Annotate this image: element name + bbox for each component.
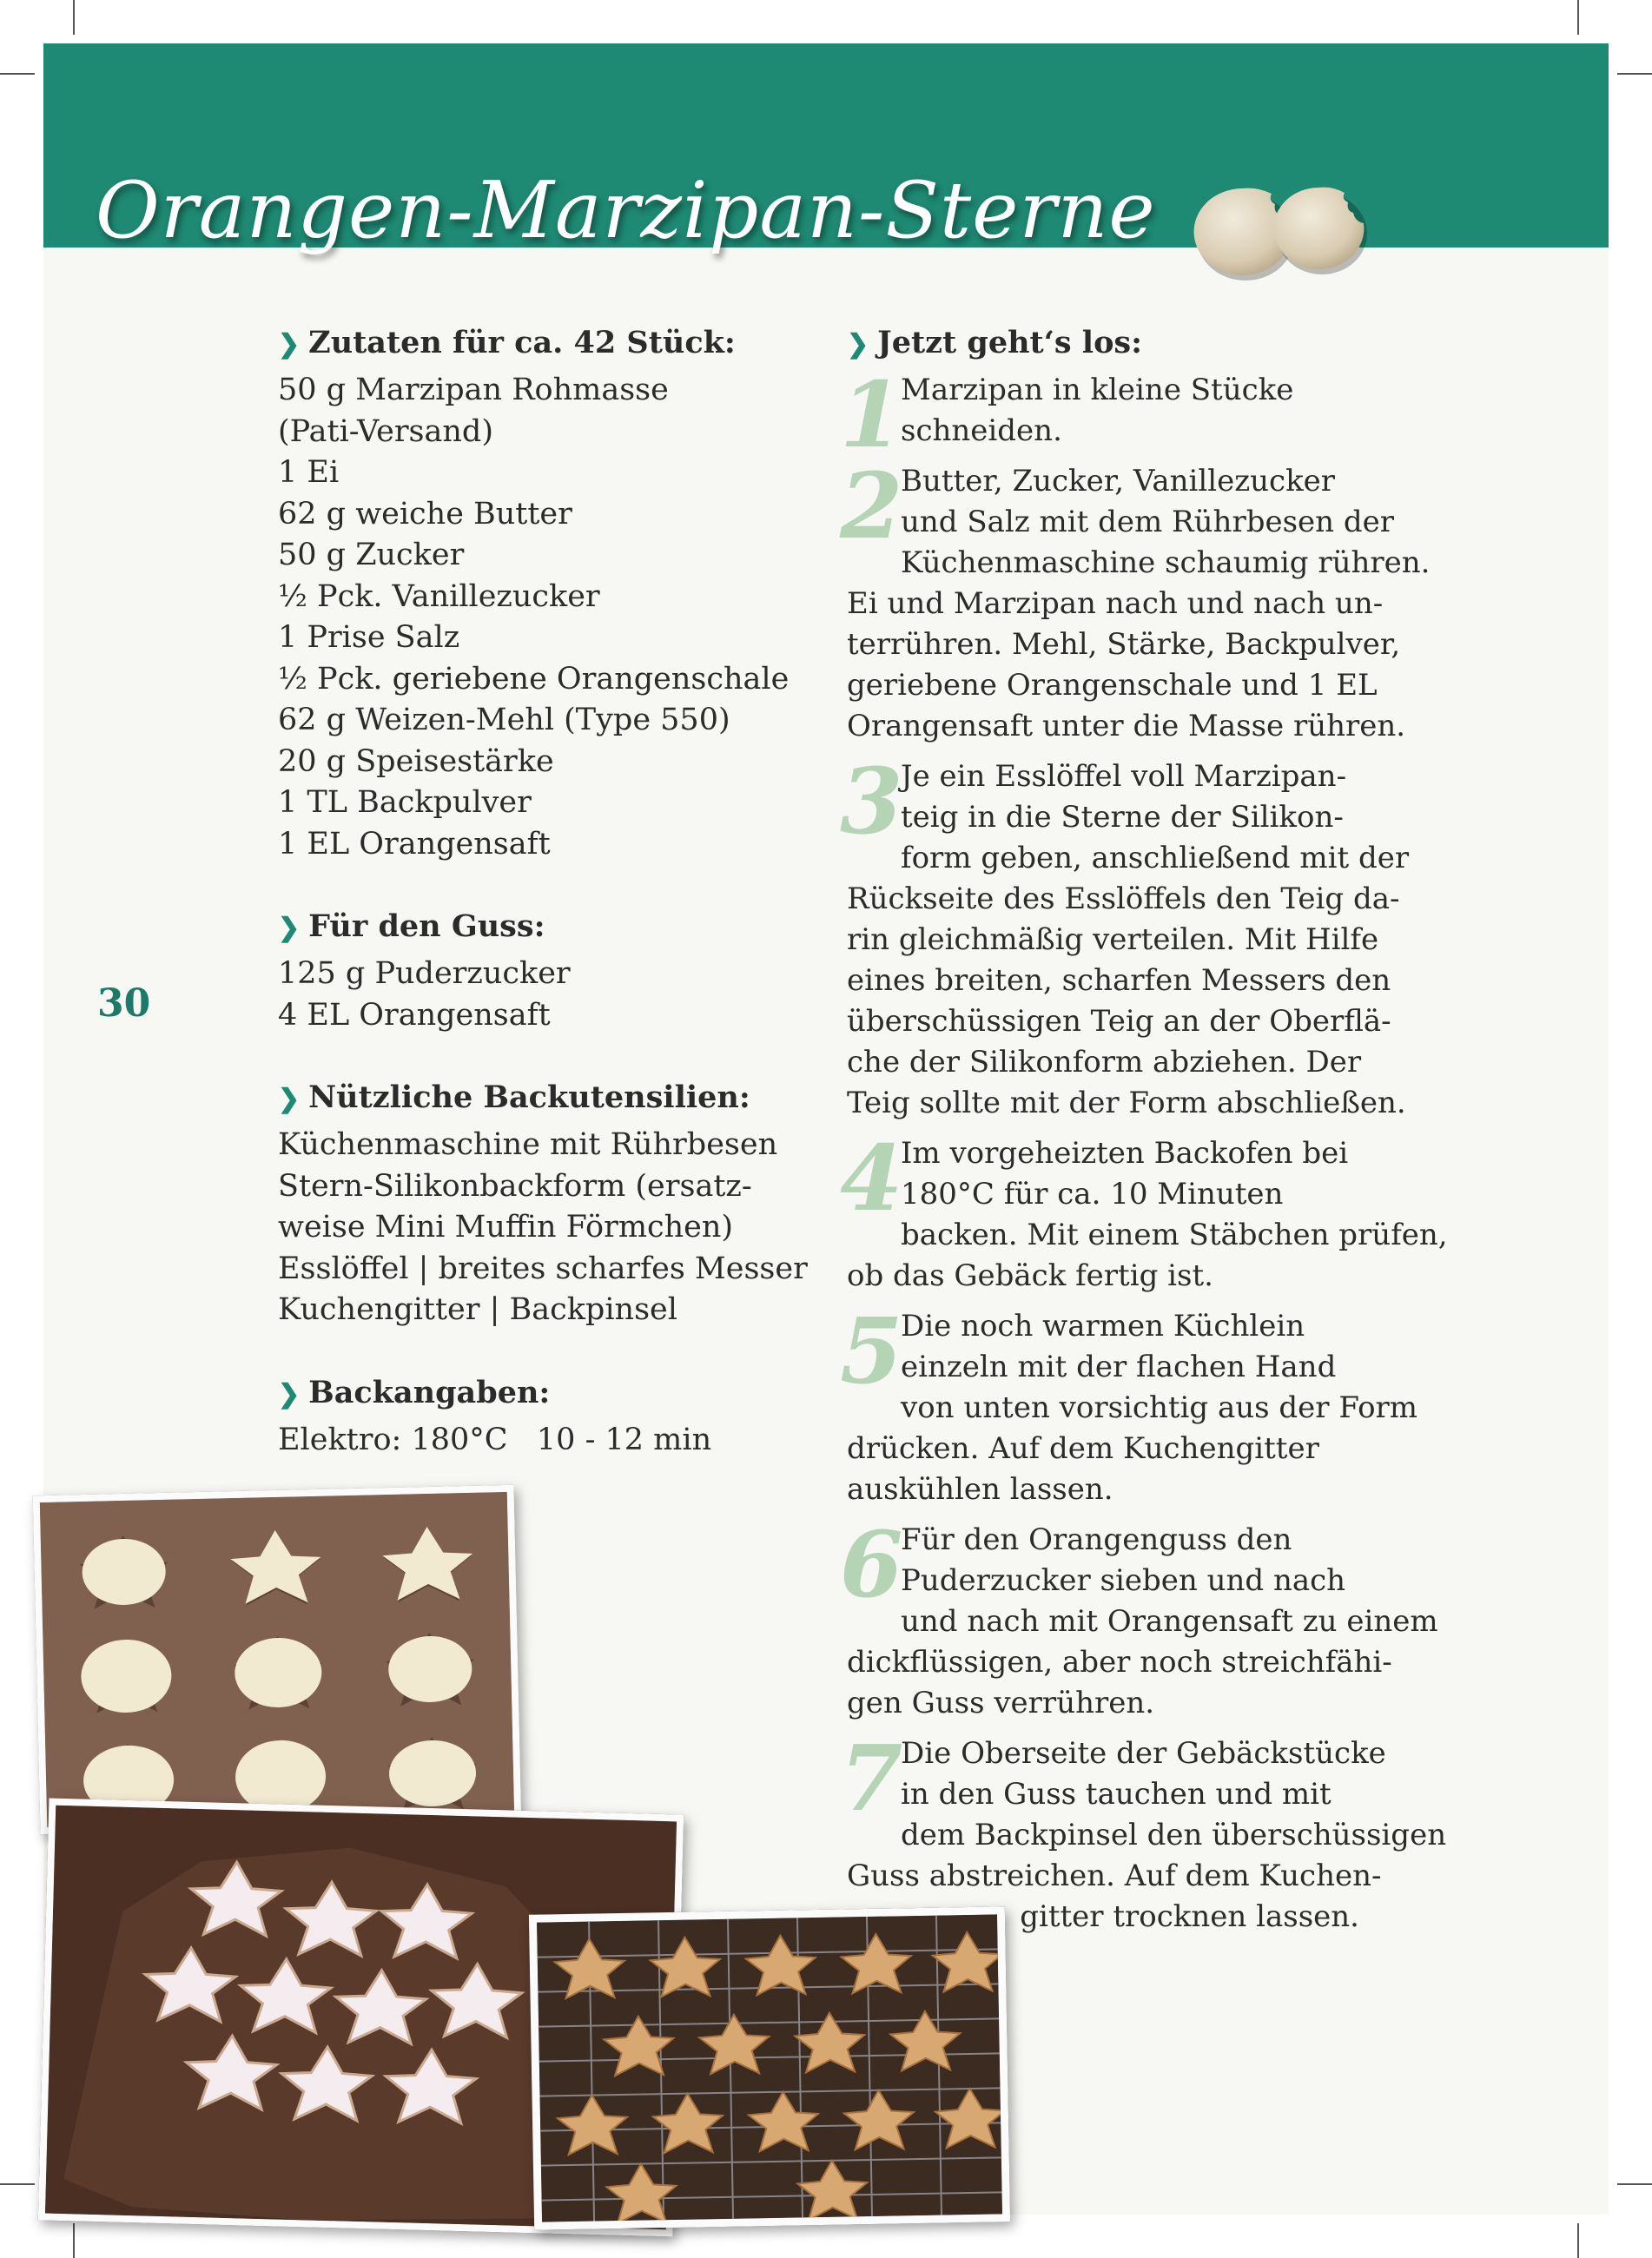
step-line: che der Silikonform abziehen. Der <box>847 1045 1362 1079</box>
step-text <box>847 1733 1447 1938</box>
step-line: form geben, anschließend mit der <box>901 841 1410 875</box>
tools-list <box>278 1125 808 1331</box>
step-line: terrühren. Mehl, Stärke, Backpulver, <box>847 627 1401 662</box>
crop-mark <box>1577 2223 1579 2258</box>
step-line: gitter trocknen lassen. <box>1020 1899 1359 1934</box>
step-number: 2 <box>840 452 903 559</box>
step-line: einzeln mit der flachen Hand <box>901 1350 1337 1384</box>
bullet-icon: ❯ <box>278 913 301 943</box>
step-number: 4 <box>840 1125 903 1231</box>
ingredient-item: 62 g Weizen-Mehl (Type 550) <box>278 703 730 737</box>
step-line: teig in die Sterne der Silikon- <box>901 800 1344 835</box>
step-number: 1 <box>840 361 903 468</box>
page-number: 30 <box>97 981 151 1026</box>
tool-item: weise Mini Muffin Förmchen) <box>278 1210 734 1245</box>
step-line: eines breiten, scharfen Messers den <box>847 963 1391 998</box>
ingredient-item: ½ Pck. geriebene Orangenschale <box>278 661 790 697</box>
step-line: dickflüssigen, aber noch streichfähi- <box>847 1645 1392 1680</box>
step-text <box>847 370 1385 452</box>
baking-heading <box>278 1373 799 1415</box>
glaze-list <box>278 954 799 1036</box>
step-6 <box>840 1511 1438 1724</box>
bullet-icon: ❯ <box>278 1378 301 1410</box>
recipe-title: Orangen-Marzipan-Sterne <box>96 165 1156 256</box>
steps-column <box>840 323 1448 1947</box>
step-number: 5 <box>840 1297 903 1404</box>
step-5 <box>840 1297 1418 1510</box>
step-line: Die noch warmen Küchlein <box>901 1309 1305 1344</box>
ingredient-item: 62 g weiche Butter <box>278 496 572 531</box>
ingredient-item: (Pati-Versand) <box>278 413 493 449</box>
tool-item: Esslöffel | breites scharfes Messer <box>278 1251 808 1286</box>
step-number: 6 <box>840 1511 903 1618</box>
tool-item: Küchenmaschine mit Rührbesen <box>278 1127 778 1162</box>
step-line: ob das Gebäck fertig ist. <box>847 1258 1213 1293</box>
step-text <box>847 1306 1418 1510</box>
step-line: rin gleichmäßig verteilen. Mit Hilfe <box>847 922 1379 957</box>
baking-heading-text: Backangaben: <box>308 1374 551 1410</box>
crop-mark <box>1617 73 1652 75</box>
ingredient-item: 1 EL Orangensaft <box>278 826 551 862</box>
ingredients-column <box>278 323 808 1461</box>
step-line: und Salz mit dem Rührbesen der <box>901 505 1394 539</box>
step-line: von unten vorsichtig aus der Form <box>901 1390 1418 1425</box>
step-line: backen. Mit einem Stäbchen prüfen, <box>901 1218 1448 1252</box>
bullet-icon: ❯ <box>278 1084 301 1114</box>
step-number: 7 <box>840 1725 903 1832</box>
step-line: Je ein Esslöffel voll Marzipan- <box>901 759 1347 794</box>
step-text <box>847 461 1431 747</box>
step-1 <box>840 361 1385 468</box>
bitten-cookies-icon <box>1188 178 1379 282</box>
step-line: Für den Orangenguss den <box>901 1522 1292 1557</box>
step-line: schneiden. <box>901 413 1062 448</box>
step-line: Rückseite des Esslöffels den Teig da- <box>847 881 1400 916</box>
bullet-icon: ❯ <box>847 329 869 360</box>
ingredients-heading-text: Zutaten für ca. 42 Stück: <box>308 325 736 360</box>
tools-heading-text: Nützliche Backutensilien: <box>308 1079 750 1115</box>
step-line: Marzipan in kleine Stücke <box>901 373 1294 407</box>
glaze-heading <box>278 907 799 948</box>
crop-mark <box>1577 0 1579 35</box>
step-line: gen Guss verrühren. <box>847 1686 1155 1720</box>
ingredient-item: 1 TL Backpulver <box>278 785 532 820</box>
step-line: auskühlen lassen. <box>847 1472 1113 1507</box>
step-line: Puderzucker sieben und nach <box>901 1563 1346 1598</box>
step-2 <box>840 452 1431 747</box>
step-number: 3 <box>840 748 903 855</box>
ingredient-item: ½ Pck. Vanillezucker <box>278 578 600 614</box>
photo-dough-in-mold <box>33 1485 522 1834</box>
ingredient-item: 50 g Zucker <box>278 538 465 572</box>
bullet-icon: ❯ <box>278 329 301 360</box>
step-4 <box>840 1125 1448 1297</box>
tool-item: Stern-Silikonbackform (ersatz- <box>278 1168 752 1204</box>
glaze-item: 4 EL Orangensaft <box>278 997 551 1033</box>
crop-mark <box>0 73 35 75</box>
step-text <box>847 756 1410 1124</box>
step-line: und nach mit Orangensaft zu einem <box>901 1604 1438 1639</box>
ingredient-item: 20 g Speisestärke <box>278 743 554 779</box>
step-line: drücken. Auf dem Kuchengitter <box>847 1431 1319 1466</box>
steps-heading-text: Jetzt geht‘s los: <box>877 325 1143 360</box>
step-text <box>847 1133 1448 1297</box>
step-line: Im vorgeheizten Backofen bei <box>901 1136 1349 1171</box>
step-line: in den Guss tauchen und mit <box>901 1777 1332 1812</box>
photo-stars-on-rack <box>529 1906 1010 2230</box>
steps-heading <box>847 323 1385 365</box>
tools-heading <box>278 1078 799 1119</box>
step-line: Teig sollte mit der Form abschließen. <box>847 1086 1406 1120</box>
step-line: Küchenmaschine schaumig rühren. <box>901 545 1431 580</box>
step-text <box>847 1520 1438 1724</box>
crop-mark <box>73 0 75 35</box>
ingredients-list <box>278 370 799 865</box>
ingredients-heading <box>278 323 799 365</box>
step-line: 180°C für ca. 10 Minuten <box>901 1177 1284 1212</box>
step-line: Die Oberseite der Gebäckstücke <box>901 1736 1386 1771</box>
ingredient-item: 50 g Marzipan Rohmasse <box>278 373 669 407</box>
step-line: geriebene Orangenschale und 1 EL <box>847 668 1378 703</box>
baking-info: Elektro: 180°C 10 - 12 min <box>278 1422 712 1457</box>
step-line: Butter, Zucker, Vanillezucker <box>901 464 1336 498</box>
step-line: dem Backpinsel den überschüssigen <box>901 1818 1447 1852</box>
glaze-item: 125 g Puderzucker <box>278 956 571 991</box>
step-7 <box>840 1725 1447 1938</box>
crop-mark <box>0 2183 35 2185</box>
step-line: überschüssigen Teig an der Oberflä- <box>847 1004 1391 1039</box>
ingredient-item: 1 Prise Salz <box>278 620 460 655</box>
step-line: Orangensaft unter die Masse rühren. <box>847 709 1406 743</box>
step-line: Ei und Marzipan nach und nach un- <box>847 586 1384 621</box>
ingredient-item: 1 Ei <box>278 455 340 490</box>
crop-mark <box>1617 2183 1652 2185</box>
crop-mark <box>73 2223 75 2258</box>
glaze-heading-text: Für den Guss: <box>308 908 545 944</box>
tool-item: Kuchengitter | Backpinsel <box>278 1292 677 1327</box>
step-3 <box>840 748 1410 1124</box>
step-line: Guss abstreichen. Auf dem Kuchen- <box>847 1859 1382 1893</box>
